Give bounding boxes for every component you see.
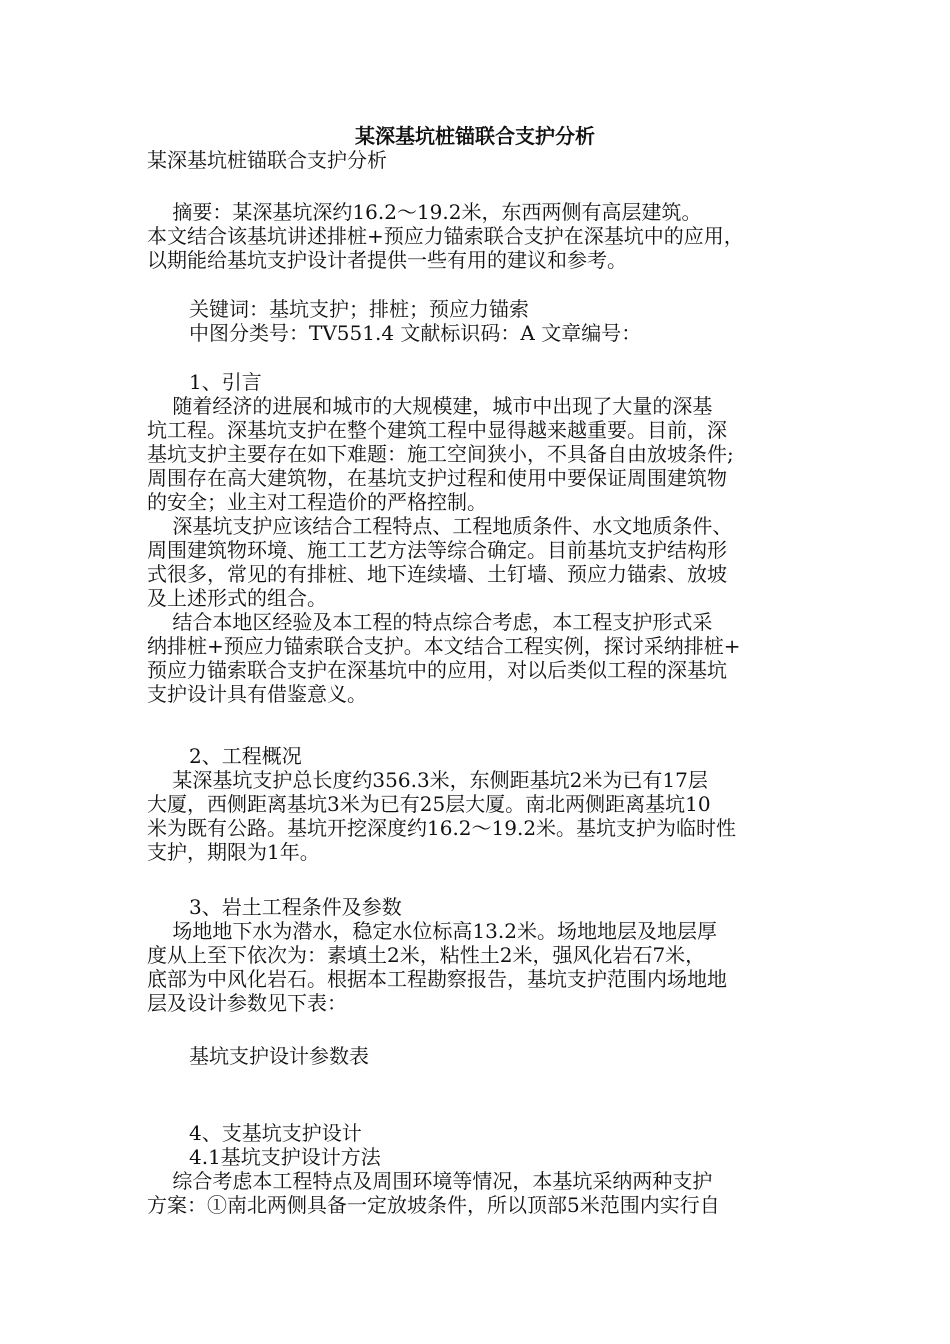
- body-line: 深基坑支护应该结合工程特点、工程地质条件、水文地质条件、: [147, 514, 733, 538]
- body-line: 式很多，常见的有排桩、地下连续墙、土钉墙、预应力锚索、放坡: [147, 562, 727, 586]
- body-line: 纳排桩+预应力锚索联合支护。本文结合工程实例，探讨采纳排桩+: [147, 634, 741, 658]
- section-heading: 2、工程概况: [189, 744, 302, 768]
- body-line: 度从上至下依次为：素填土2米，粘性土2米，强风化岩石7米，: [147, 943, 706, 967]
- body-line: 及上述形式的组合。: [147, 586, 327, 610]
- keywords-block: [147, 297, 807, 345]
- subtitle-line: 某深基坑桩锚联合支护分析: [147, 148, 387, 172]
- body-line: 层及设计参数见下表：: [147, 991, 347, 1015]
- body-line: 结合本地区经验及本工程的特点综合考虑，本工程支护形式采: [147, 610, 713, 634]
- keywords-line: 关键词：基坑支护；排桩；预应力锚索: [189, 297, 529, 321]
- classification-line: 中图分类号：TV551.4 文献标识码：A 文章编号：: [189, 321, 642, 345]
- body-line: 随着经济的进展和城市的大规模建，城市中出现了大量的深基: [147, 394, 713, 418]
- document-title: 某深基坑桩锚联合支护分析: [355, 124, 595, 148]
- body-line: 的安全；业主对工程造价的严格控制。: [147, 490, 487, 514]
- body-line: 场地地下水为潜水，稳定水位标高13.2米。场地地层及地层厚: [147, 919, 717, 943]
- abstract-line: 以期能给基坑支护设计者提供一些有用的建议和参考。: [147, 248, 627, 272]
- body-line: 预应力锚索联合支护在深基坑中的应用，对以后类似工程的深基坑: [147, 658, 727, 682]
- body-line: 基坑支护主要存在如下难题：施工空间狭小，不具备自由放坡条件;: [147, 442, 734, 466]
- table-caption-text: 基坑支护设计参数表: [189, 1044, 369, 1068]
- body-line: 支护设计具有借鉴意义。: [147, 682, 367, 706]
- section-heading: 4、支基坑支护设计: [189, 1121, 362, 1145]
- body-line: 某深基坑支护总长度约356.3米，东侧距基坑2米为已有17层: [147, 768, 708, 792]
- section-support-design: [147, 1121, 807, 1217]
- body-line: 大厦，西侧距离基坑3米为已有25层大厦。南北两侧距离基坑10: [147, 792, 711, 816]
- section-heading: 3、岩土工程条件及参数: [189, 895, 402, 919]
- abstract-line: 本文结合该基坑讲述排桩+预应力锚索联合支护在深基坑中的应用，: [147, 224, 744, 248]
- body-line: 周围存在高大建筑物，在基坑支护过程和使用中要保证周围建筑物: [147, 466, 727, 490]
- document-subtitle: [147, 148, 807, 172]
- body-line: 方案：①南北两侧具备一定放坡条件，所以顶部5米范围内实行自: [147, 1193, 720, 1217]
- body-line: 支护，期限为1年。: [147, 840, 320, 864]
- table-caption: [147, 1044, 807, 1068]
- body-line: 米为既有公路。基坑开挖深度约16.2～19.2米。基坑支护为临时性: [147, 816, 737, 840]
- section-introduction: [147, 370, 807, 706]
- abstract-paragraph: [147, 200, 807, 272]
- subsection-heading: 4.1基坑支护设计方法: [189, 1145, 381, 1169]
- body-line: 综合考虑本工程特点及周围环境等情况，本基坑采纳两种支护: [147, 1169, 713, 1193]
- body-line: 周围建筑物环境、施工工艺方法等综合确定。目前基坑支护结构形: [147, 538, 727, 562]
- section-heading: 1、引言: [189, 370, 262, 394]
- section-geotechnical-conditions: [147, 895, 807, 1015]
- abstract-line: 摘要：某深基坑深约16.2～19.2米，东西两侧有高层建筑。: [147, 200, 702, 224]
- body-line: 坑工程。深基坑支护在整个建筑工程中显得越来越重要。目前，深: [147, 418, 727, 442]
- section-project-overview: [147, 744, 807, 864]
- body-line: 底部为中风化岩石。根据本工程勘察报告，基坑支护范围内场地地: [147, 967, 727, 991]
